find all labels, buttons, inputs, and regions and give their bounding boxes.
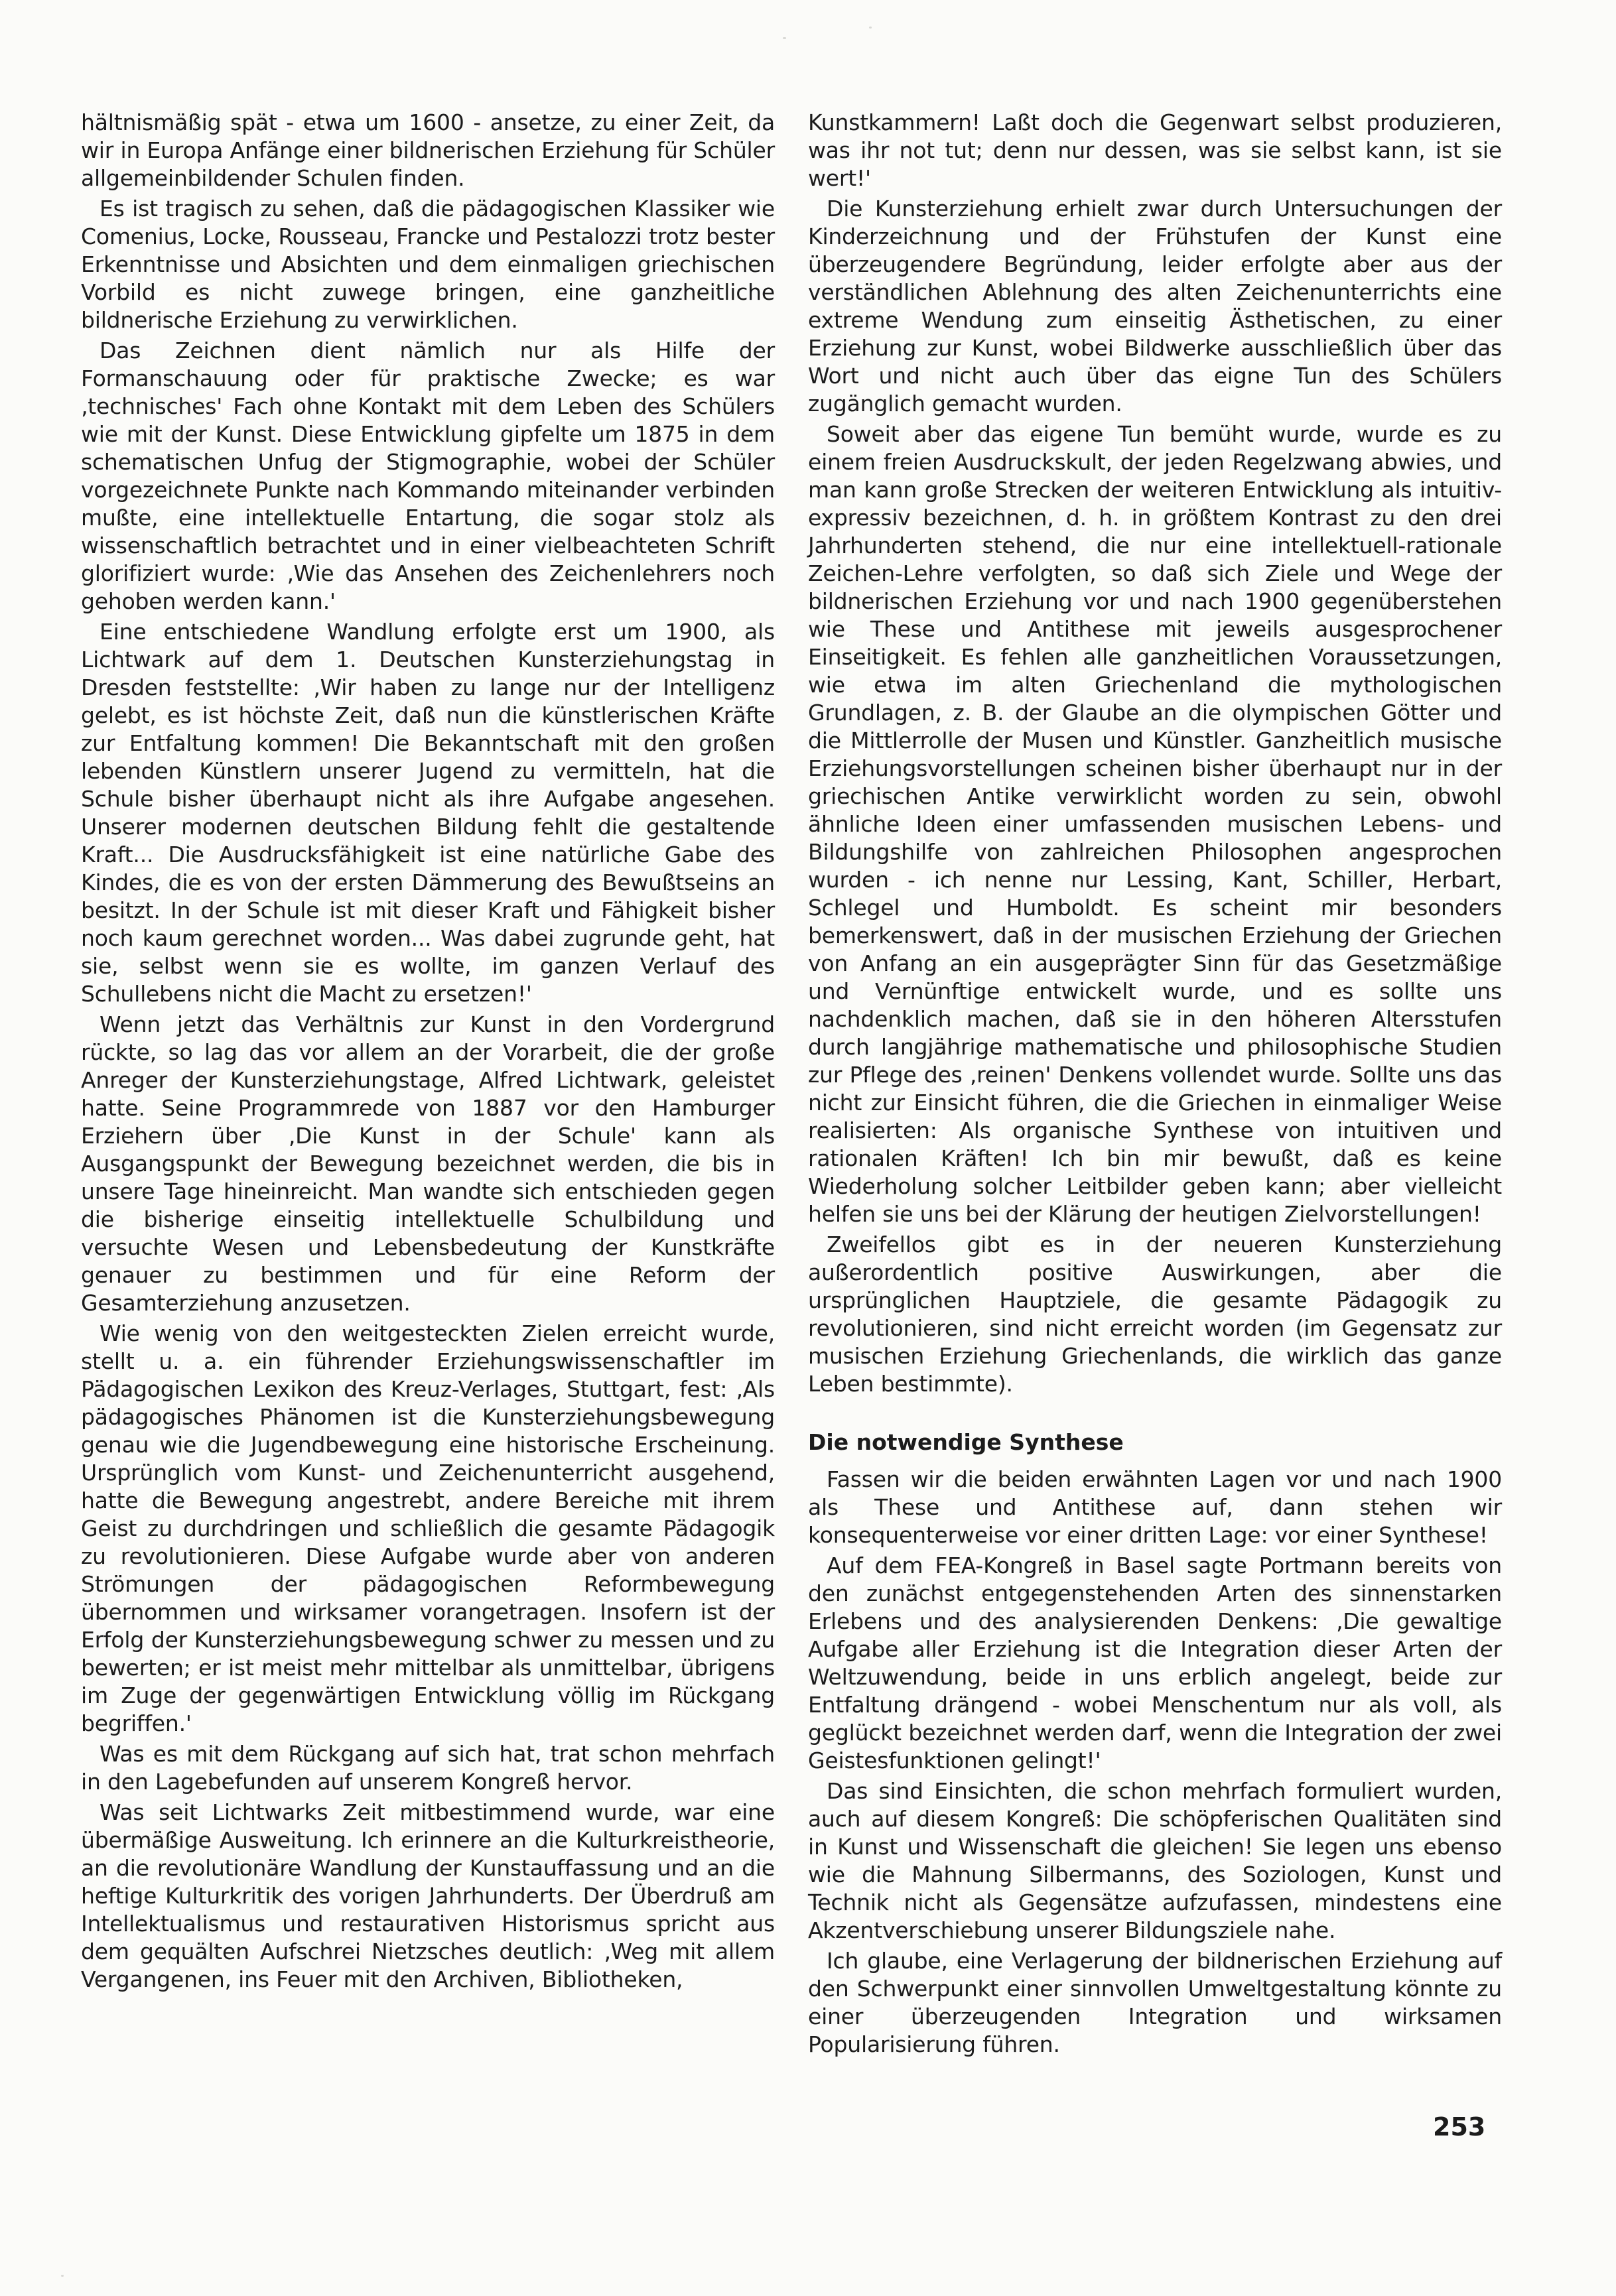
paragraph: hältnismäßig spät - etwa um 1600 - ansetze, zu einer Zeit, da wir in Europa Anfänge einer bildnerischen Erziehung für Schüler allgemeinbildender Schulen finden. (81, 109, 775, 191)
paragraph: Wenn jetzt das Verhältnis zur Kunst in den Vordergrund rückte, so lag das vor allem an der Vorarbeit, die der große Anreger der Kunsterziehungstage, Alfred Lichtwark, geleistet hatte. Seine Programmrede von 1887 vor den Hamburger Erziehern über ‚Die Kunst in der Schule' kann als Ausgangspunkt der Bewegung bezeichnet werden, die bis in unsere Tage hineinreicht. Man wandte sich entschieden gegen die bisherige einseitig intellektuelle Schulbildung und versuchte Wesen und Lebensbedeutung der Kunstkräfte genauer zu bestimmen und für eine Reform der Gesamterziehung anzusetzen. (81, 1011, 775, 1316)
paragraph: Eine entschiedene Wandlung erfolgte erst um 1900, als Lichtwark auf dem 1. Deutschen Kunsterziehungstag in Dresden feststellte: ‚Wir haben zu lange nur der Intelligenz gelebt, es ist höchste Zeit, daß nun die künstlerischen Kräfte zur Entfaltung kommen! Die Bekanntschaft mit den großen lebenden Künstlern unserer Jugend zu vermitteln, hat die Schule bisher überhaupt nicht als ihre Aufgabe angesehen. Unserer modernen deutschen Bildung fehlt die gestaltende Kraft... Die Ausdrucksfähigkeit ist eine natürliche Gabe des Kindes, die es von der ersten Dämmerung des Bewußtseins an besitzt. In der Schule ist mit dieser Kraft und Fähigkeit bisher noch kaum gerechnet worden... Was dabei zugrunde geht, hat sie, selbst wenn sie es wollte, im ganzen Verlauf des Schullebens nicht die Macht zu ersetzen!' (81, 619, 775, 1007)
paragraph: Die Kunsterziehung erhielt zwar durch Untersuchungen der Kinderzeichnung und der Frühstufen der Kunst eine überzeugendere Begründung, leider erfolgte aber aus der verständlichen Ablehnung des alten Zeichenunterrichts eine extreme Wendung zum einseitig Ästhetischen, zu einer Erziehung zur Kunst, wobei Bildwerke ausschließlich über das Wort und nicht auch über das eigne Tun des Schülers zugänglich gemacht wurden. (808, 196, 1502, 416)
paragraph: Auf dem FEA-Kongreß in Basel sagte Portmann bereits von den zunächst entgegenstehenden Arten des sinnenstarken Erlebens und des analysierenden Denkens: ‚Die gewaltige Aufgabe aller Erziehung ist die Integration dieser Arten der Weltzuwendung, beide in uns erblich angelegt, beide zur Entfaltung drängend - wobei Menschentum nur als voll, als geglückt bezeichnet werden darf, wenn die Integration der zwei Geistesfunktionen gelingt!' (808, 1553, 1502, 1773)
section-heading: Die notwendige Synthese (808, 1429, 1124, 1455)
page-number: 253 (1433, 2112, 1486, 2141)
paragraph: Fassen wir die beiden erwähnten Lagen vor und nach 1900 als These und Antithese auf, dann stehen wir konsequenterweise vor einer dritten Lage: vor einer Synthese! (808, 1466, 1502, 1548)
scan-speck (869, 27, 872, 29)
paragraph: Zweifellos gibt es in der neueren Kunsterziehung außerordentlich positive Auswirkungen, aber die ursprünglichen Hauptziele, die gesamte Pädagogik zu revolutionieren, sind nicht erreicht worden (im Gegensatz zur musischen Erziehung Griechenlands, die wirklich das ganze Leben bestimmte). (808, 1232, 1502, 1397)
paragraph: Was es mit dem Rückgang auf sich hat, trat schon mehrfach in den Lagebefunden auf unserem Kongreß hervor. (81, 1741, 775, 1795)
left-column (81, 109, 775, 1994)
right-column (808, 109, 1502, 2059)
paragraph: Wie wenig von den weitgesteckten Zielen erreicht wurde, stellt u. a. ein führender Erziehungswissenschaftler im Pädagogischen Lexikon des Kreuz-Verlages, Stuttgart, fest: ‚Als pädagogisches Phänomen ist die Kunsterziehungsbewegung genau wie die Jugendbewegung eine historische Erscheinung. Ursprünglich vom Kunst- und Zeichenunterricht ausgehend, hatte die Bewegung angestrebt, andere Bereiche mit ihrem Geist zu durchdringen und schließlich die gesamte Pädagogik zu revolutionieren. Diese Aufgabe wurde aber von anderen Strömungen der pädagogischen Reformbewegung übernommen und wirksamer vorangetragen. Insofern ist der Erfolg der Kunsterziehungsbewegung schwer zu messen und zu bewerten; er ist meist mehr mittelbar als unmittelbar, übrigens im Zuge der gegenwärtigen Entwicklung völlig im Rückgang begriffen.' (81, 1320, 775, 1736)
paragraph: Soweit aber das eigene Tun bemüht wurde, wurde es zu einem freien Ausdruckskult, der jeden Regelzwang abwies, und man kann große Strecken der weiteren Entwicklung als intuitiv-expressiv bezeichnen, d. h. in größtem Kontrast zu den drei Jahrhunderten stehend, die nur eine intellektuell-rationale Zeichen-Lehre verfolgten, so daß sich Ziele und Wege der bildnerischen Erziehung vor und nach 1900 gegenüberstehen wie These und Antithese mit jeweils ausgesprochener Einseitigkeit. Es fehlen alle ganzheitlichen Voraussetzungen, wie etwa im alten Griechenland die mythologischen Grundlagen, z. B. der Glaube an die olympischen Götter und die Mittlerrolle der Musen und Künstler. Ganzheitlich musische Erziehungsvorstellungen scheinen bisher überhaupt nur in der griechischen Antike verwirklicht worden zu sein, obwohl ähnliche Ideen einer umfassenden musischen Lebens- und Bildungshilfe von zahlreichen Philosophen angesprochen wurden - ich nenne nur Lessing, Kant, Schiller, Herbart, Schlegel und Humboldt. Es scheint mir besonders bemerkenswert, daß in der musischen Erziehung der Griechen von Anfang an ein ausgeprägter Sinn für das Gesetzmäßige und Vernünftige entwickelt wurde, und es sollte uns nachdenklich machen, daß sie in den höheren Altersstufen durch langjährige mathematische und philosophische Studien zur Pflege des ‚reinen' Denkens vollendet wurde. Sollte uns das nicht zur Einsicht führen, die die Griechen in einmaliger Weise realisierten: Als organische Synthese von intuitiven und rationalen Kräften! Ich bin mir bewußt, daß es keine Wiederholung solcher Leitbilder geben kann; aber vielleicht helfen sie uns bei der Klärung der heutigen Zielvorstellungen! (808, 421, 1502, 1227)
paragraph: Ich glaube, eine Verlagerung der bildnerischen Erziehung auf den Schwerpunkt einer sinnvollen Umweltgestaltung könnte zu einer überzeugenden Integration und wirksamen Popularisierung führen. (808, 1948, 1502, 2057)
paragraph: Kunstkammern! Laßt doch die Gegenwart selbst produzieren, was ihr not tut; denn nur dessen, was sie selbst kann, ist sie wert!' (808, 109, 1502, 191)
scan-speck (61, 2275, 64, 2277)
paragraph: Das Zeichnen dient nämlich nur als Hilfe der Formanschauung oder für praktische Zwecke; es war ‚technisches' Fach ohne Kontakt mit dem Leben des Schülers wie mit der Kunst. Diese Entwicklung gipfelte um 1875 in dem schematischen Unfug der Stigmographie, wobei der Schüler vorgezeichnete Punkte nach Kommando miteinander verbinden mußte, eine intellektuelle Entartung, die sogar stolz als wissenschaftlich betrachtet und in einer vielbeachteten Schrift glorifiziert wurde: ‚Wie das Ansehen des Zeichenlehrers noch gehoben werden kann.' (81, 338, 775, 614)
scan-speck (783, 37, 786, 39)
paragraph: Es ist tragisch zu sehen, daß die pädagogischen Klassiker wie Comenius, Locke, Rousseau, Francke und Pestalozzi trotz bester Erkenntnisse und Absichten und dem einmaligen griechischen Vorbild es nicht zuwege bringen, eine ganzheitliche bildnerische Erziehung zu verwirklichen. (81, 196, 775, 333)
paragraph: Das sind Einsichten, die schon mehrfach formuliert wurden, auch auf diesem Kongreß: Die schöpferischen Qualitäten sind in Kunst und Wissenschaft die gleichen! Sie legen uns ebenso wie die Mahnung Silbermanns, des Soziologen, Kunst und Technik nicht als Gegensätze aufzufassen, mindestens eine Akzentverschiebung unserer Bildungsziele nahe. (808, 1778, 1502, 1943)
paragraph: Was seit Lichtwarks Zeit mitbestimmend wurde, war eine übermäßige Ausweitung. Ich erinnere an die Kulturkreistheorie, an die revolutionäre Wandlung der Kunstauffassung und an die heftige Kulturkritik des vorigen Jahrhunderts. Der Überdruß am Intellektualismus und restaurativen Historismus spricht aus dem gequälten Aufschrei Nietzsches deutlich: ‚Weg mit allem Vergangenen, ins Feuer mit den Archiven, Bibliotheken, (81, 1799, 775, 1992)
